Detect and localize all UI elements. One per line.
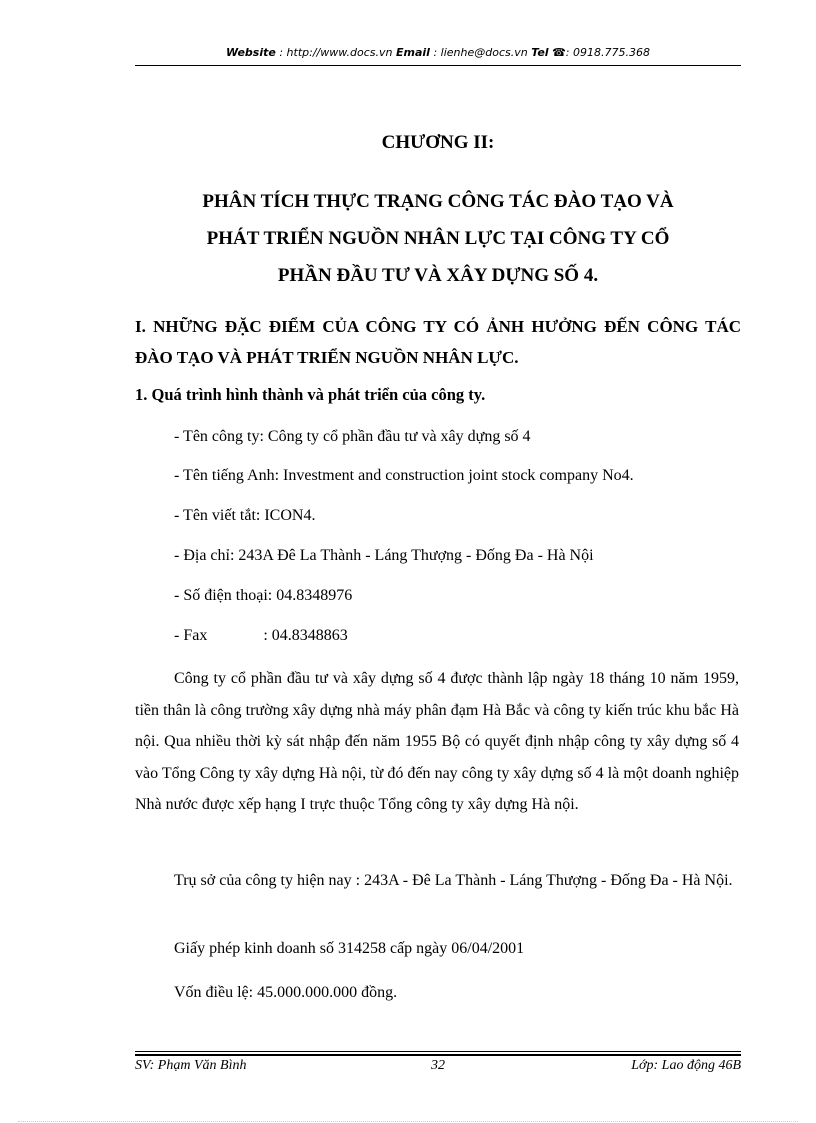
- tel-label: Tel: [531, 46, 549, 59]
- chapter-subtitle-line: PHÁT TRIỂN NGUỒN NHÂN LỰC TẠI CÔNG TY CỔ: [206, 228, 670, 249]
- footer-student: SV: Phạm Văn Bình: [135, 1058, 247, 1073]
- info-item-company-name: - Tên công ty: Công ty cổ phần đầu tư và xây dựng số 4: [174, 428, 531, 445]
- info-item-phone: - Số điện thoại: 04.8348976: [174, 587, 353, 604]
- tel-value: : 0918.775.368: [565, 46, 650, 59]
- info-item-abbreviation: - Tên viết tắt: ICON4.: [174, 507, 316, 524]
- page-bottom-dotted-line: [18, 1121, 798, 1122]
- chapter-subtitle-line: PHÂN TÍCH THỰC TRẠNG CÔNG TÁC ĐÀO TẠO VÀ: [202, 191, 674, 212]
- website-label: Website: [226, 46, 276, 59]
- header-divider: [135, 65, 741, 66]
- website-value[interactable]: : http://www.docs.vn: [279, 46, 393, 59]
- page-header: [135, 46, 741, 59]
- history-paragraph: Công ty cổ phần đầu tư và xây dựng số 4 được thành lập ngày 18 tháng 10 năm 1959, tiền thân là công trường xây dựng nhà máy phân đạm Hà Bắc và công ty kiến trúc khu bắc Hà nội. Qua nhiều thời kỳ sát nhập đến năm 1955 Bộ có quyết định nhập công ty xây dựng số 4 vào Tổng Công ty xây dựng Hà nội, từ đó đến nay công ty xây dựng số 4 là một doanh nghiệp Nhà nước được xếp hạng I trực thuộc Tổng công ty xây dựng Hà nội.: [135, 670, 739, 813]
- info-item-address: - Địa chỉ: 243A Đê La Thành - Láng Thượng - Đống Đa - Hà Nội: [174, 547, 594, 564]
- footer-divider: [135, 1051, 741, 1052]
- subsection-heading: 1. Quá trình hình thành và phát triển của công ty.: [135, 385, 486, 404]
- phone-icon: ☎: [552, 46, 566, 59]
- chapter-subtitle: [135, 183, 741, 294]
- footer-class: Lớp: Lao động 46B: [631, 1058, 741, 1073]
- chapter-title: CHƯƠNG II:: [381, 132, 495, 153]
- headquarters-paragraph: Trụ sở của công ty hiện nay : 243A - Đê La Thành - Láng Thượng - Đống Đa - Hà Nội.: [174, 872, 733, 889]
- footer-divider-thick: [135, 1054, 741, 1056]
- capital-paragraph: Vốn điều lệ: 45.000.000.000 đồng.: [174, 984, 398, 1001]
- section-heading: I. NHỮNG ĐẶC ĐIỂM CỦA CÔNG TY CÓ ẢNH HƯỞNG ĐẾN CÔNG TÁC ĐÀO TẠO VÀ PHÁT TRIỂN NGUỒN NHÂN LỰC.: [135, 317, 741, 367]
- license-paragraph: Giấy phép kinh doanh số 314258 cấp ngày 06/04/2001: [174, 940, 525, 957]
- email-value[interactable]: : lienhe@docs.vn: [433, 46, 528, 59]
- info-item-fax: - Fax : 04.8348863: [174, 627, 348, 644]
- email-label: Email: [396, 46, 430, 59]
- chapter-subtitle-line: PHẦN ĐẦU TƯ VÀ XÂY DỰNG SỐ 4.: [277, 265, 599, 286]
- footer-page-number: 32: [431, 1058, 445, 1073]
- page-footer: [135, 1058, 741, 1078]
- info-item-english-name: - Tên tiếng Anh: Investment and construction joint stock company No4.: [174, 467, 634, 484]
